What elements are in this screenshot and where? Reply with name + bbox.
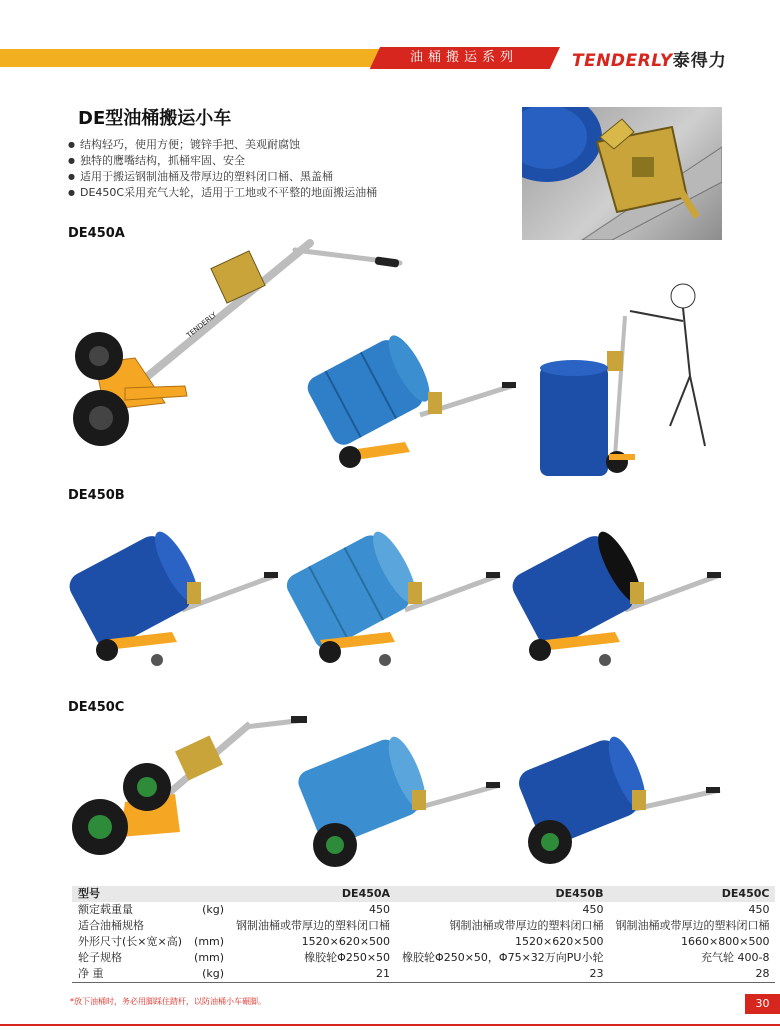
hook-closeup-photo <box>522 107 722 240</box>
feature-item: ● 结构轻巧，使用方便；镀锌手把、美观耐腐蚀 <box>68 137 377 153</box>
cell-de450c: 钢制油桶或带厚边的塑料闭口桶 <box>615 919 770 932</box>
de450b-plastic-drum-illustration <box>72 520 282 670</box>
de450c-plastic-drum-illustration <box>520 730 730 870</box>
model-label-de450c: DE450C <box>68 700 125 715</box>
feature-item: ● 独特的鹰嘴结构，抓桶牢固、安全 <box>68 153 377 169</box>
row-label: 外形尺寸(长×宽×高) <box>78 935 183 948</box>
row-unit: (kg) <box>188 966 230 983</box>
feature-item: ● DE450C采用充气大轮，适用于工地或不平整的地面搬运油桶 <box>68 185 377 201</box>
model-label-de450b: DE450B <box>68 488 125 503</box>
page-number: 30 <box>745 994 780 1014</box>
row-label: 额定载重量 <box>78 903 133 916</box>
de450a-drum-illustration <box>310 330 525 470</box>
brand-latin: TENDERLY <box>572 51 673 71</box>
cell-de450c: 1660×800×500 <box>681 935 770 948</box>
spec-table <box>72 886 775 983</box>
row-unit: (mm) <box>194 935 225 948</box>
row-unit <box>188 918 230 934</box>
table-row <box>72 950 775 966</box>
header-de450c: DE450C <box>721 887 770 900</box>
header-yellow-bar <box>0 49 420 67</box>
table-row <box>72 966 775 983</box>
table-row <box>72 934 775 950</box>
model-label-de450a: DE450A <box>68 226 125 241</box>
header-model: 型号 <box>78 887 100 900</box>
cell-de450a: 450 <box>369 903 391 916</box>
row-label: 净 重 <box>72 966 188 983</box>
page-title: DE型油桶搬运小车 <box>78 108 232 129</box>
de450b-steel-drum-illustration <box>290 520 505 670</box>
header-de450b: DE450B <box>555 887 604 900</box>
row-unit: (mm) <box>194 951 225 964</box>
cell-de450c: 450 <box>748 903 770 916</box>
feature-item: ● 适用于搬运钢制油桶及带厚边的塑料闭口桶、黑盖桶 <box>68 169 377 185</box>
table-row <box>72 902 775 918</box>
row-label: 适合油桶规格 <box>78 919 144 932</box>
brand-logo <box>572 46 727 71</box>
series-title: 油桶搬运系列 <box>410 50 519 65</box>
cell-de450b: 1520×620×500 <box>515 935 604 948</box>
footer-rule <box>0 1024 780 1026</box>
brand-chinese: 泰得力 <box>672 51 727 71</box>
safety-note: *放下油桶时，务必用脚踩住踏杆，以防油桶小车碾脚。 <box>70 997 266 1006</box>
cell-de450a: 钢制油桶或带厚边的塑料闭口桶 <box>236 919 391 932</box>
row-unit: (kg) <box>202 903 225 916</box>
cell-de450b: 450 <box>582 903 604 916</box>
cell-de450a: 21 <box>230 966 396 983</box>
de450c-trolley-illustration <box>65 712 315 862</box>
cell-de450c: 充气轮 400-8 <box>701 951 770 964</box>
table-row <box>72 918 775 934</box>
cell-de450b: 橡胶轮Φ250×50，Φ75×32万向PU小轮 <box>402 951 604 964</box>
de450a-upright-drum-illustration <box>535 276 735 478</box>
header-de450a: DE450A <box>341 887 391 900</box>
cell-de450c: 28 <box>609 966 775 983</box>
frame-logo-text: TENDERLY <box>185 310 219 340</box>
cell-de450a: 橡胶轮Φ250×50 <box>304 951 391 964</box>
de450c-steel-drum-illustration <box>300 730 510 870</box>
row-label: 轮子规格 <box>78 951 122 964</box>
cell-de450a: 1520×620×500 <box>301 935 391 948</box>
cell-de450b: 钢制油桶或带厚边的塑料闭口桶 <box>449 919 604 932</box>
de450b-open-drum-illustration <box>515 520 725 670</box>
cell-de450b: 23 <box>396 966 609 983</box>
spec-table-header <box>72 886 775 902</box>
feature-list <box>68 137 377 201</box>
